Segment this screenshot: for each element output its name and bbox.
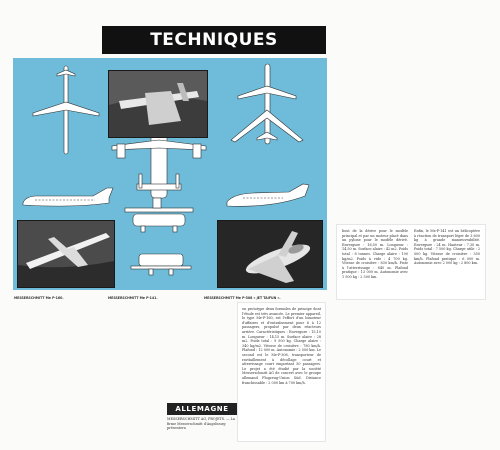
plan-view-me-p160-icon (33, 66, 99, 154)
side-view-taifun-icon (227, 184, 309, 206)
side-view-transport-icon (125, 198, 193, 232)
plan-view-me-p141-icon (112, 128, 206, 198)
right-column-2: Enfin, le Me-P-141 est un hélicoptère à réaction de transport léger de 3 600 kg à grande manœuvrabilité. Envergure : 24 m. Hauteur : 7,30 m. Poids total : 7 500 kg. Charge utile : 2 000 kg. Vitesse de croisière : 550 km/h. Plafond pratique : 6 000 m. Autonomie avec 2 000 kg : 2 800 km. (414, 229, 480, 266)
right-text-box (337, 225, 485, 299)
center-text-box (238, 303, 325, 441)
photo-model-me-p160 (17, 220, 115, 288)
illustration-plate (13, 58, 327, 290)
photo-model-transport (108, 70, 208, 138)
center-column: en prototype deux formules de principe dont l'étude est très avancée. Le premier appareil, le type Me-P-160, est l'effort d'un bimoteur d'affaires et d'entraînement pour 6 à 12 passagers, propulsé par deux réacteurs arrière. Caractéristiques : Envergure : 15,10 m. Longueur : 14,15 m. Surface alaire : 28 m2. Poids total : 9 500 kg. Charge alaire : 340 kg/m2. Vitesse de croisière : 780 km/h. Plafond : 12 000 m. Autonomie : 2 500 km. Le second est le Me-P-308, transporteur de ravitaillement à décollage court et atterrissage court emportant 50 passagers. Le projet a été étudié par la société Messerschmitt AG de concert avec le groupe allemand Flugzeug-Union Süd. Distance franchissable : 2 000 km à 700 km/h. (242, 307, 321, 385)
side-view-jet-icon (23, 188, 113, 206)
country-intro: MESSERSCHMITT AG, PROJETS. — La firme Messerschmitt d'Augsbourg présentera (167, 417, 235, 431)
right-column-1: bout de la dérive pour le modèle principal et par un moteur placé dans un pylone pour le modèle dérivé. Envergure : 16,50 m. Longueur : 14,50 m. Surface alaire : 42 m2. Poids total : 8 tonnes. Charge alaire : 190 kg/m2. Poids à vide : 4 700 kg. Vitesse de croisière : 830 km/h. Piste à l'atterrissage : 840 m. Plafond pratique : 13 000 m. Autonomie avec 1 500 kg : 2 500 km. (342, 229, 408, 279)
photo-model-taifun (217, 220, 323, 288)
caption-me-p160: MESSERSCHMITT Me P-160. (14, 296, 64, 300)
section-banner: TECHNIQUES (102, 26, 326, 54)
caption-me-p141: MESSERSCHMITT Me P-141. (108, 296, 158, 300)
caption-me-p308: MESSERSCHMITT Me P-308 « JET TAIFUN ». (204, 296, 281, 300)
country-tag: ALLEMAGNE (167, 403, 237, 415)
plan-view-me-p308-icon (231, 64, 303, 144)
front-view-icon (131, 254, 191, 275)
